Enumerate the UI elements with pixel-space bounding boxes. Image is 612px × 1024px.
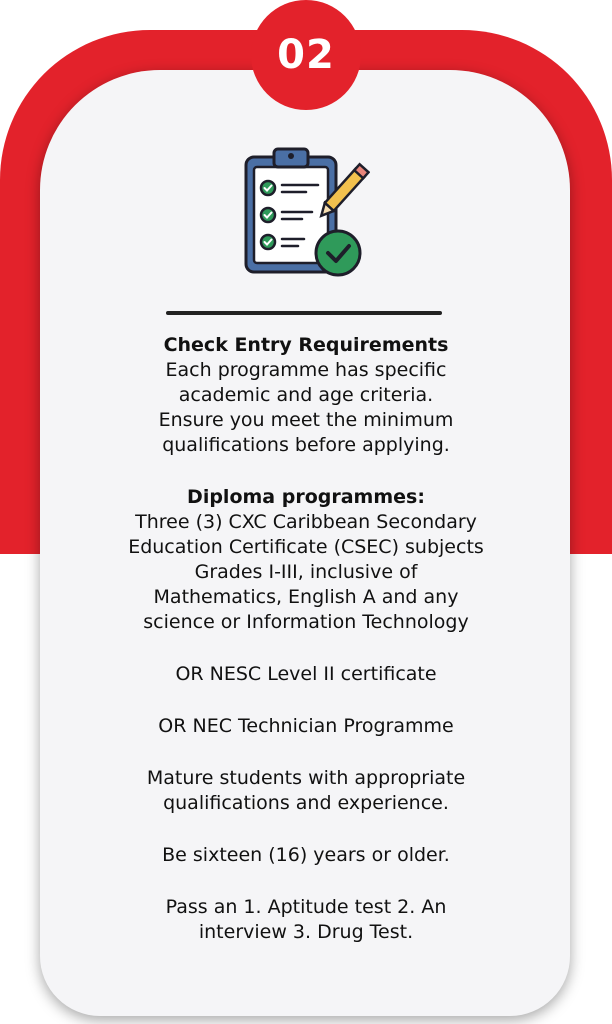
tests-line: interview 3. Drug Test. bbox=[198, 921, 414, 943]
divider bbox=[166, 311, 442, 315]
intro-line: Ensure you meet the minimum bbox=[158, 409, 454, 431]
diploma-line: Three (3) CXC Caribbean Secondary bbox=[135, 511, 477, 533]
intro-line: Each programme has specific bbox=[165, 359, 447, 381]
diploma-line: Education Certificate (CSEC) subjects bbox=[128, 536, 484, 558]
requirements-text bbox=[60, 333, 552, 945]
tests-line: Pass an 1. Aptitude test 2. An bbox=[165, 896, 447, 918]
step-number: 02 bbox=[277, 32, 335, 78]
nec-option: OR NEC Technician Programme bbox=[158, 715, 454, 737]
check-circle-icon bbox=[316, 231, 360, 275]
diploma-heading: Diploma programmes: bbox=[187, 486, 425, 508]
mature-line: qualifications and experience. bbox=[163, 792, 449, 814]
nesc-option: OR NESC Level II certificate bbox=[175, 663, 437, 685]
step-badge bbox=[251, 0, 361, 110]
diploma-line: science or Information Technology bbox=[143, 611, 469, 633]
clipboard-checklist-icon bbox=[240, 145, 370, 280]
section-title: Check Entry Requirements bbox=[163, 334, 449, 356]
diploma-line: Grades I-III, inclusive of bbox=[194, 561, 418, 583]
age-requirement: Be sixteen (16) years or older. bbox=[162, 844, 450, 866]
mature-line: Mature students with appropriate bbox=[146, 767, 466, 789]
diploma-line: Mathematics, English A and any bbox=[153, 586, 459, 608]
intro-line: academic and age criteria. bbox=[178, 384, 434, 406]
intro-line: qualifications before applying. bbox=[162, 434, 450, 456]
